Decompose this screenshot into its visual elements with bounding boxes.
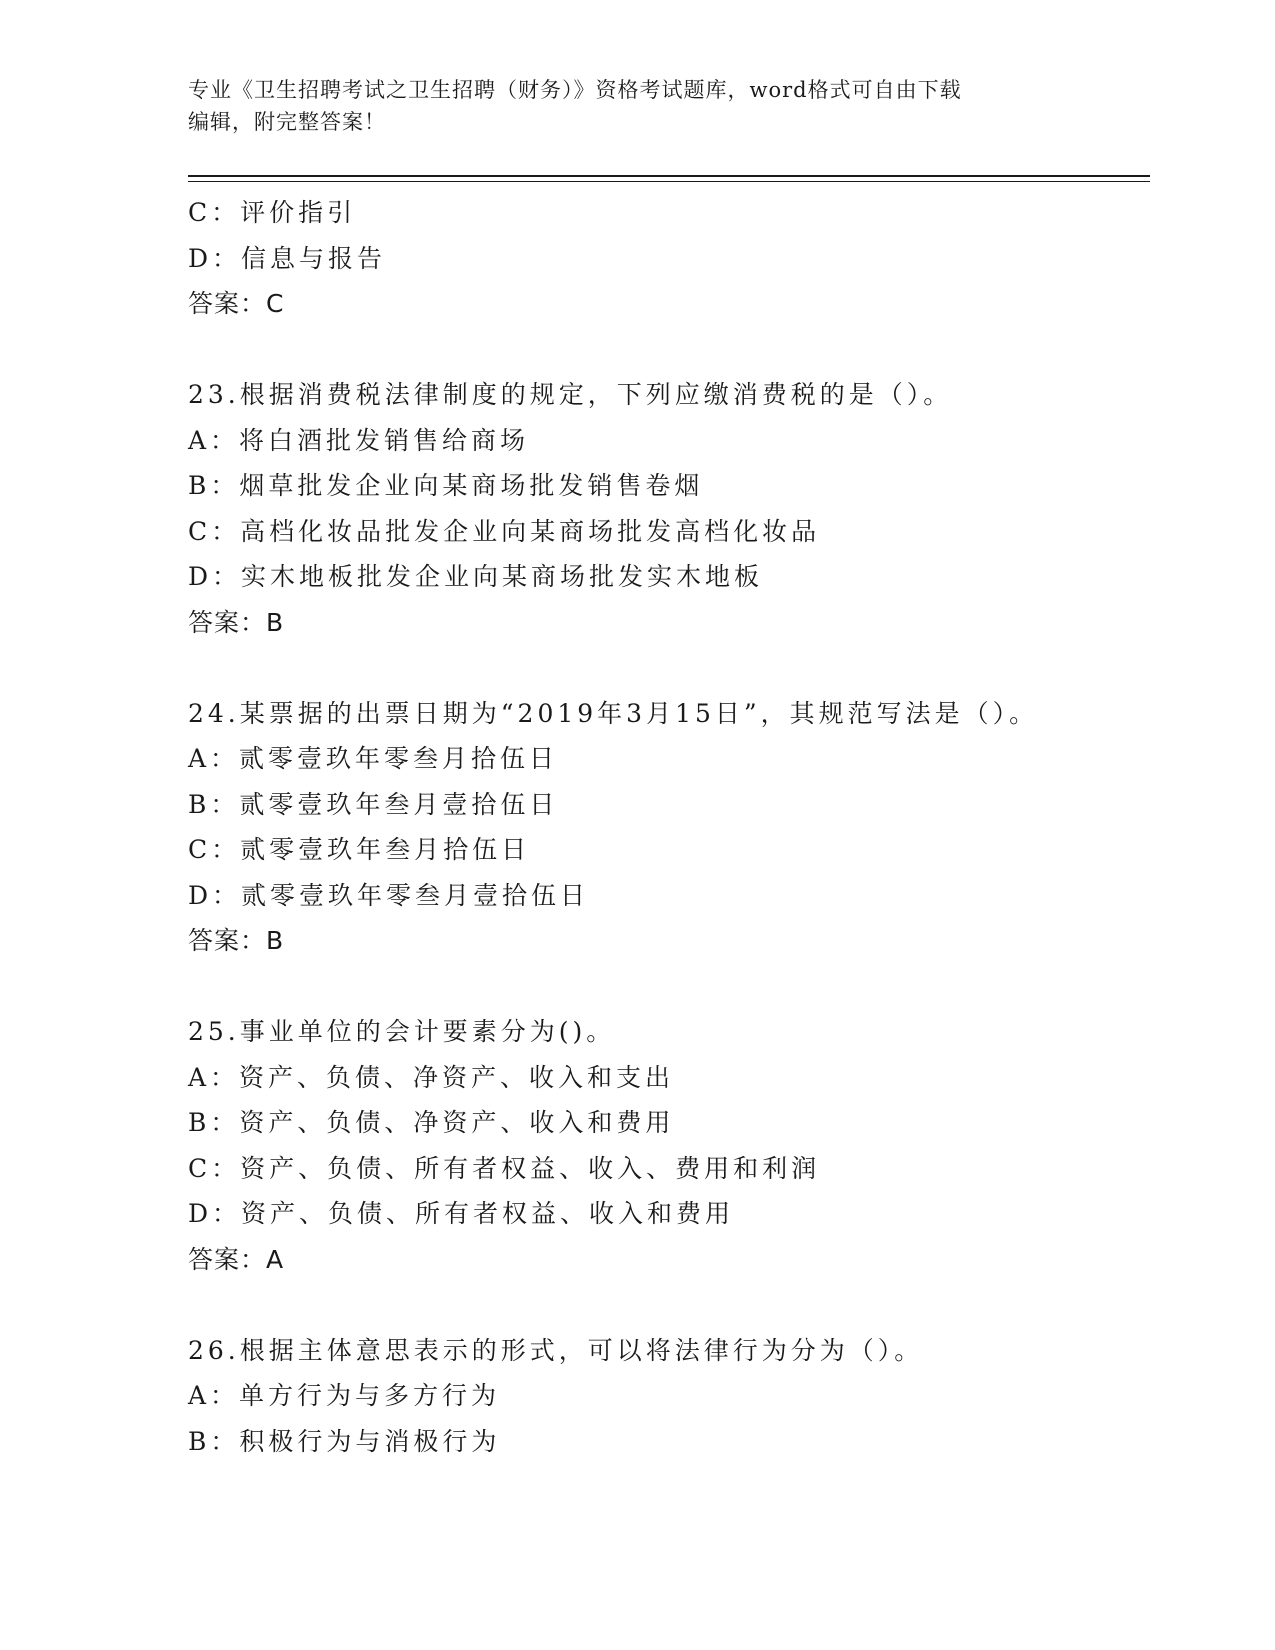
spacer	[188, 327, 1150, 373]
option-d: D：信息与报告	[188, 243, 387, 273]
option-d: D：资产、负债、所有者权益、收入和费用	[188, 1199, 735, 1228]
option-c: C：评价指引	[188, 198, 357, 227]
question-list	[188, 190, 1150, 1464]
spacer	[188, 1282, 1150, 1328]
option-c: C：高档化妆品批发企业向某商场批发高档化妆品	[188, 516, 821, 546]
option-d: D：实木地板批发企业向某商场批发实木地板	[188, 562, 764, 591]
header-divider-thin	[188, 181, 1150, 182]
option-a: A：资产、负债、净资产、收入和支出	[188, 1062, 675, 1092]
option-a: A：单方行为与多方行为	[188, 1381, 501, 1410]
question-26	[188, 1328, 1150, 1465]
option-c: C：贰零壹玖年叁月拾伍日	[188, 835, 531, 864]
header-line-2: 编辑，附完整答案！	[188, 110, 386, 134]
question-24	[188, 691, 1150, 964]
answer-line: 答案：B	[188, 926, 285, 955]
question-stem: 23.根据消费税法律制度的规定，下列应缴消费税的是（）。	[188, 380, 953, 409]
header-line-1: 专业《卫生招聘考试之卫生招聘（财务）》资格考试题库，word格式可自由下载	[188, 78, 962, 102]
question-22-continued	[188, 190, 1150, 327]
option-a: A：将白酒批发销售给商场	[188, 425, 530, 455]
option-b: B：资产、负债、净资产、收入和费用	[188, 1108, 675, 1137]
question-25	[188, 1009, 1150, 1282]
spacer	[188, 645, 1150, 691]
answer-line: 答案：A	[188, 1244, 285, 1274]
answer-line: 答案：C	[188, 289, 285, 318]
option-d: D：贰零壹玖年零叁月壹拾伍日	[188, 880, 590, 910]
option-b: B：烟草批发企业向某商场批发销售卷烟	[188, 471, 704, 500]
option-c: C：资产、负债、所有者权益、收入、费用和利润	[188, 1153, 821, 1183]
question-23	[188, 372, 1150, 645]
option-b: B：积极行为与消极行为	[188, 1426, 501, 1456]
header-divider	[188, 175, 1150, 177]
spacer	[188, 964, 1150, 1010]
option-b: B：贰零壹玖年叁月壹拾伍日	[188, 789, 559, 819]
question-stem: 26.根据主体意思表示的形式，可以将法律行为分为（）。	[188, 1335, 924, 1365]
document-header	[188, 74, 1088, 138]
question-stem: 24.某票据的出票日期为“2019年3月15日”，其规范写法是（）。	[188, 698, 1039, 728]
option-a: A：贰零壹玖年零叁月拾伍日	[188, 744, 559, 773]
answer-line: 答案：B	[188, 607, 285, 637]
question-stem: 25.事业单位的会计要素分为()。	[188, 1017, 616, 1046]
